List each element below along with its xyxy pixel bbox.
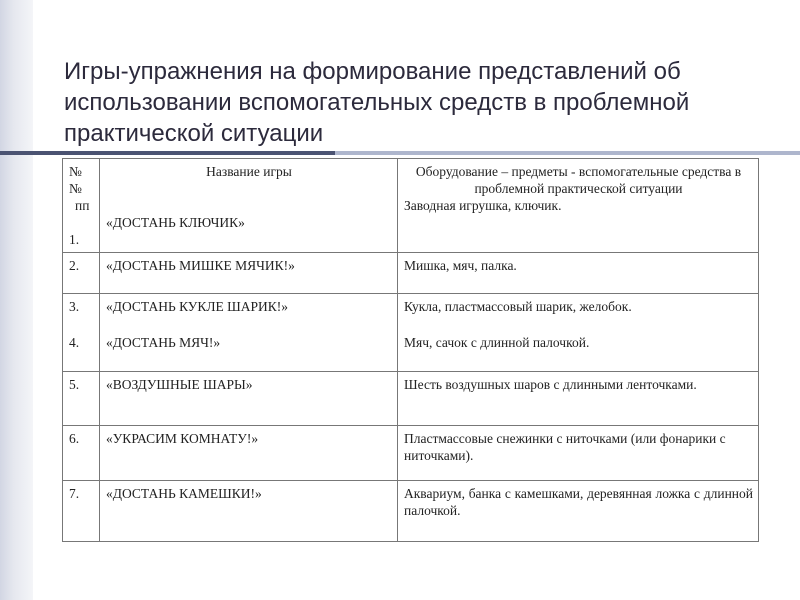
header-number-line-1: №№ — [69, 164, 82, 196]
row-equipment-cell — [398, 294, 759, 372]
row-name: «ДОСТАНЬ КУКЛЕ ШАРИК!» — [106, 299, 289, 314]
row-number-cell — [63, 294, 100, 372]
table-row — [63, 481, 759, 542]
header-name — [100, 159, 398, 253]
title-line-1: Игры-упражнения на формирование представлений об — [64, 58, 681, 85]
row-name-cell — [100, 294, 398, 372]
row-name: «ДОСТАНЬ КАМЕШКИ!» — [100, 481, 398, 542]
row-number: 2. — [63, 253, 100, 294]
table-row — [63, 253, 759, 294]
games-table — [62, 158, 759, 542]
header-number-line-2: пп — [75, 198, 90, 213]
row-number: 6. — [63, 426, 100, 481]
title-line-3: практической ситуации — [64, 120, 324, 147]
header-equipment — [398, 159, 759, 253]
row-number: 7. — [63, 481, 100, 542]
row-equipment: Мишка, мяч, палка. — [398, 253, 759, 294]
table-row — [63, 294, 759, 372]
slide-title — [64, 56, 764, 149]
row-equipment: Аквариум, банка с камешками, деревянная ложка с длинной палочкой. — [398, 481, 759, 542]
title-line-2: использовании вспомогательных средств в проблемной — [64, 89, 690, 116]
row-equipment: Шесть воздушных шаров с длинными ленточками. — [398, 372, 759, 426]
table-row — [63, 372, 759, 426]
row-equipment-2: Мяч, сачок с длинной палочкой. — [404, 335, 590, 350]
row-equipment: Пластмассовые снежинки с ниточками (или фонарики с ниточками). — [398, 426, 759, 481]
row-number: 5. — [63, 372, 100, 426]
header-name-text: Название игры — [206, 164, 292, 179]
row-number: 1. — [69, 232, 80, 247]
header-equipment-text: Оборудование – предметы - вспомогательные средства в проблемной практической ситуации — [415, 164, 742, 196]
row-equipment: Заводная игрушка, ключик. — [404, 198, 562, 213]
row-name: «УКРАСИМ КОМНАТУ!» — [100, 426, 398, 481]
row-name: «ВОЗДУШНЫЕ ШАРЫ» — [100, 372, 398, 426]
row-equipment: Кукла, пластмассовый шарик, желобок. — [404, 299, 632, 314]
header-number — [63, 159, 100, 253]
table-row — [63, 159, 759, 253]
title-underline-light — [335, 151, 800, 155]
row-name: «ДОСТАНЬ МИШКЕ МЯЧИК!» — [100, 253, 398, 294]
table-row — [63, 426, 759, 481]
row-name-2: «ДОСТАНЬ МЯЧ!» — [106, 335, 221, 350]
left-decorative-band — [0, 0, 33, 600]
row-number: 3. — [69, 299, 80, 314]
row-name: «ДОСТАНЬ КЛЮЧИК» — [106, 215, 245, 230]
title-underline-dark — [0, 151, 335, 155]
row-number-2: 4. — [69, 335, 80, 350]
